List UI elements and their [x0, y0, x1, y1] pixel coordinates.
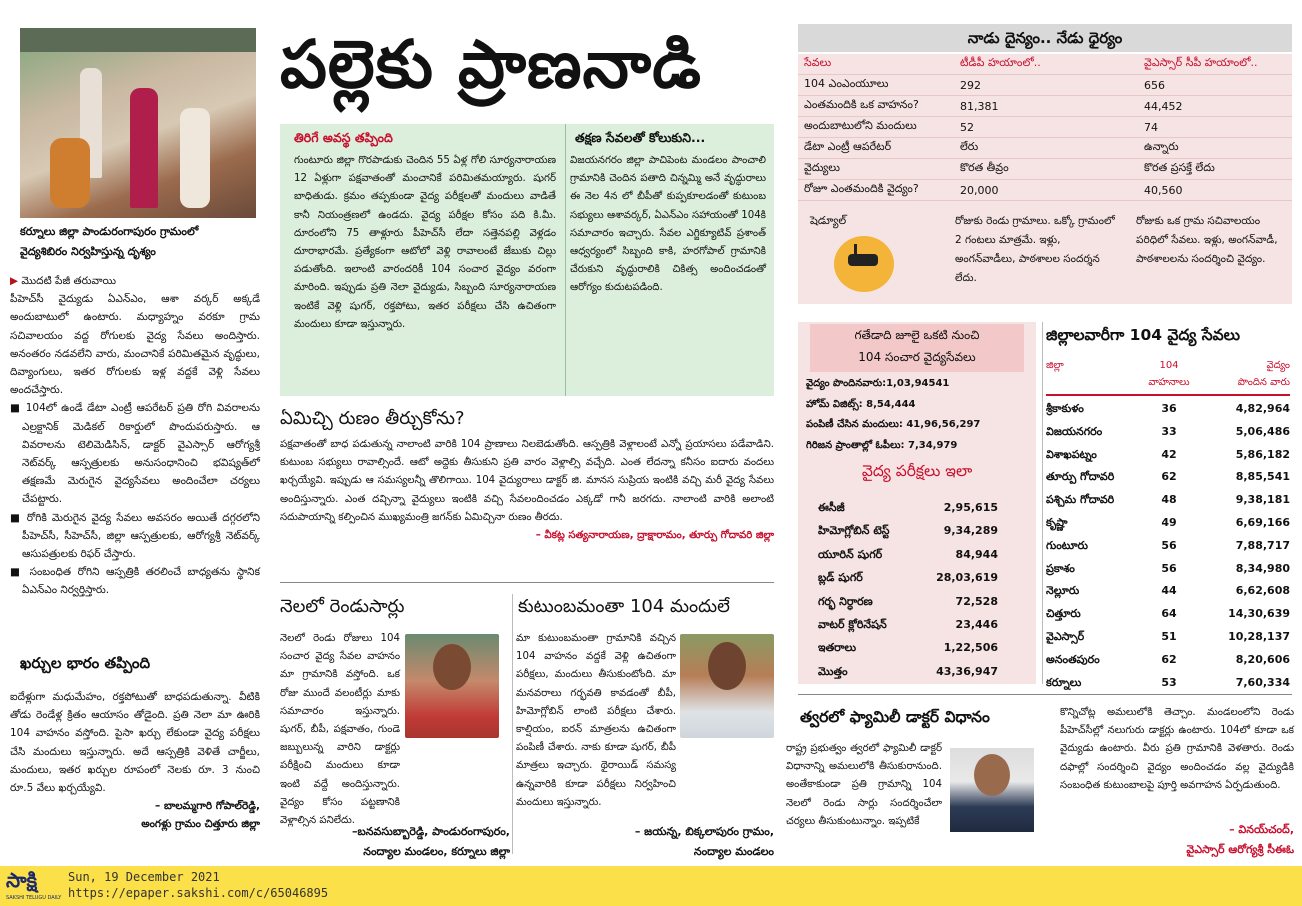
nela-byline: –బనవసుబ్బారెడ్డి, పాండురంగాపురం, నంద్యాల మండలం, కర్నూలు జిల్లా	[352, 825, 510, 858]
lead-paragraph: పీహెచ్‌సీ వైద్యుడు ఏఎన్‌ఎం, ఆశా వర్కర్‌ అక్కడే అందుబాటులో ఉంటారు. మధ్యాహ్నం వరకూ గ్రామ సచివాలయం వద్ద రోగులకు వైద్య సేవలు అందిస్తారు. అనంతరం నడవలేని వారు, మంచానికే పరిమితమైన వృద్ధులు, దివ్యాంగులు, ఇతర రోగులకు ఇళ్ల వద్దకే వెళ్లి సేవలు అందచేస్తారు.	[10, 293, 260, 397]
schedule-ysr: రోజుకు ఒక గ్రామ సచివాలయం పరిధిలో సేవలు. ఇళ్లు, అంగన్‌వాడీ, పాఠశాలలను సందర్శించి వైద్యం.	[1136, 215, 1278, 265]
kutumbam-byline: – జయన్న, బిక్కలాపురం గ్రామం, నంద్యాల మండలం	[634, 825, 774, 858]
subheading-costs: ఖర్చుల భారం తప్పింది	[20, 654, 151, 672]
ambulance-icon	[834, 236, 894, 292]
district-table-title: జిల్లాలవారీగా 104 వైద్య సేవలు	[1046, 326, 1241, 344]
photo-caption: కర్నూలు జిల్లా పాండురంగాపురం గ్రామంలో వైద్యశిబిరం నిర్వహిస్తున్న దృశ్యం	[20, 225, 199, 258]
nela-text: నెలలో రెండు రోజులు 104 సంచార వైద్య సేవల వాహనం మా గ్రామానికి వస్తోంది. ఒక రోజు ముందే వలంటీర్లు మాకు సమాచారం ఇస్తున్నారు. షుగర్‌, బీపీ, పక్షవాతం, గుండె జబ్బులున్న వారిని డాక్టర్లు పరీక్షించి మందులు కూడా ఇంటి వద్దే అందిస్తున్నారు. వైద్యం కోసం పట్టణానికి వెళ్లాల్సిన పనిలేదు.	[280, 633, 400, 827]
comparison-title: నాడు దైన్యం.. నేడు ధైర్యం	[798, 24, 1292, 52]
official-photo	[950, 748, 1034, 832]
stats-heading: గతేడాది జూలై ఒకటి నుంచి 104 సంచార వైద్యసేవలు	[810, 324, 1024, 372]
story2-heading: తక్షణ సేవలతో కోలుకుని...	[575, 130, 706, 145]
schedule-tdp: రోజుకు రెండు గ్రామాలు. ఒక్కో గ్రామంలో 2 గంటలు మాత్రమే. ఇళ్లు, అంగన్‌వాడీలు, పాఠశాలల సందర్శన లేదు.	[955, 215, 1115, 284]
family-doctor-text: రాష్ట్ర ప్రభుత్వం త్వరలో ఫ్యామిలీ డాక్టర్‌ విధానాన్ని అమలులోకి తీసుకురానుంది. అంతేకాకుండా ప్రతి గ్రామాన్ని 104 నెలలో రెండు సార్లు సందర్శించేలా చర్యలు తీసుకుంటున్నాం. ఇప్పటికే	[786, 743, 942, 827]
tests-heading: వైద్య పరీక్షలు ఇలా	[861, 462, 973, 480]
resident-photo	[405, 634, 499, 738]
kutumbam-heading: కుటుంబమంతా 104 మందులే	[518, 596, 730, 617]
emi-byline: – వీకట్ల సత్యనారాయణ, ద్రాక్షారామం, తూర్పు గోదావరి జిల్లా	[535, 530, 774, 542]
emi-text: పక్షవాతంతో బాధ పడుతున్న నాలాంటి వారికి 104 ప్రాణాలు నిలబెడుతోంది. ఆస్పత్రికి వెళ్లాలంటే ఎన్నో ప్రయాసలు పడేవాడిని. కుటుంబ సభ్యులు రావాల్సిందే. ఆటో అద్దెకు తీసుకుని ప్రతి వారం వెళ్లాల్సి వచ్చేది. ఎంత లేదన్నా కనీసం ఐదారు వందలు ఖర్చయ్యేవి. ఇప్పుడు ఆ సమస్యలన్నీ తొలిగాయి. 104 వైద్యురాలు డాక్టర్‌ జి. మానస సుప్రియ ఇంటికి వచ్చి మరీ వైద్య సేవలు అందిస్తున్నారు. ఎంత దవ్చిన్నా వైద్యులు ఇంటికి వచ్చి సేవలందించడం ఎక్కడో గానీ జరగదు. నాలాంటి వారికి అలాంటి సదుపాయాన్ని కల్పించిన ముఖ్యమంత్రి జగన్‌కు ఏమిచ్చినా రుణం తీరదు. – వీకట్ల సత్యనారాయణ, ద్రాక్షారామం, తూర్పు గోదావరి జిల్లా	[280, 436, 774, 545]
continued-label: మొదటి పేజీ తరువాయి	[21, 275, 117, 287]
emi-heading: ఏమిచ్చి రుణం తీర్చుకోను?	[280, 408, 465, 429]
family-doctor-text-cont: కొన్నిచోట్ల అమలులోకి తెచ్చాం. మండలంలోని రెండు పీహెచ్‌సీల్లో నలుగురు డాక్టర్లు ఉంటారు. 104లో కూడా ఒక వైద్యుడు ఉంటారు. వీరు ప్రతి గ్రామానికి వెళతారు. రెండు దఫాల్లో సందర్శించి వైద్యం అందించడం వల్ల వైద్యుడికి సంబంధిత కుటుంబాలపై పూర్తి అవగాహన ఏర్పడుతుంది.	[1060, 707, 1294, 791]
stats-list: వైద్యం పొందినవారు:1,03,94541 హోమ్‌ విజిట్స్‌: 8,54,444 పంపిణీ చేసిన మందులు: 41,96,56,297 గిరిజన ప్రాంతాల్లో ఓపీలు: 7,34,979	[806, 378, 981, 451]
bullet-item: 104లో ఉండే డేటా ఎంట్రీ ఆపరేటర్‌ ప్రతి రోగి వివరాలను ఎల్రక్టానిక్‌ మెడికల్‌ రికార్డులో పొందుపరుస్తారు. ఆ వివరాలను టెలిమెడిసిన్‌, డాక్టర్‌ వైఎస్సార్‌ ఆరోగ్యశ్రీ నెట్‌వర్క్‌ ఆస్పత్రులకు అనుసంధానించి భవిష్యత్‌లో తక్షణమే మెరుగైన వైద్యసేవలు అందించేలా చర్యలు చేపట్టారు.	[22, 402, 260, 506]
story2-text: విజయనగరం జిల్లా పాచిపెంట మండలం పాంచాలి గ్రామానికి చెందిన పతాది చిన్నమ్మి అనే వృద్ధురాలు ఈ నెల 4న లో బీపీతో కుప్పకూలడంతో కుటుంబ సభ్యులు ఆశావర్కర్‌, ఏఎన్‌ఎం సహాయంతో 104కి సమాచారం ఇచ్చారు. సేవల ఎగ్జిక్యూటివ్‌ ప్రశాంత్‌ ఆధ్వర్యంలో సిబ్బంది కాకి, హరగోపాల్‌ గ్రామానికి చేరుకుని వృద్ధురాలికి చికిత్స అందించడంతో ఆరోగ్యం కుదుటపడింది.	[570, 155, 766, 294]
medical-camp-photo	[20, 28, 256, 218]
resident-photo	[680, 634, 774, 738]
epaper-url[interactable]: https://epaper.sakshi.com/c/65046895	[68, 886, 329, 900]
page-title: పల్లెకు ప్రాణనాడి	[280, 25, 702, 103]
kutumbam-text-top: మా కుటుంబమంతా గ్రామానికి వచ్చిన 104 వాహనం వద్దకే వెళ్లి ఉచితంగా పరీక్షలు, మందులు తీసుకుంటోంది. మా మనవరాలు గర్భవతి కావడంతో బీపీ, హిమోగ్లోబిన్‌ లాంటి పరీక్షలు చేశారు. కాల్షియం, ఐరన్‌ మాత్రలను ఉచితంగా పంపిణీ చేశారు. నాకు కూడా షుగర్‌, బీపీ మాత్రలు ఇచ్చారు. థైరాయిడ్‌ సమస్య ఉన్నవారికి కూడా పరీక్షలు నిర్వహించి మందులు ఇస్తున్నారు.	[516, 633, 676, 808]
tests-table: ఈసీజీ 2,95,615 హిమోగ్లోబిన్‌ టెస్ట్‌ 9,34,289 యూరిన్‌ షుగర్‌ 84,944 బ్లడ్‌ షుగర్‌ 28,03,619 గర్భ నిర్ధారణ 72,528 వాటర్‌ క్లోరినేషన్‌ 23,446 ఇతరాలు 1,22,506 మొత్తం 43,36,947	[818, 501, 998, 678]
footer-bar	[0, 866, 1302, 906]
costs-article: ఐదేళ్లుగా మధుమేహం, రక్తపోటుతో బాధపడుతున్నా. వీటికి తోడు రెండేళ్ల క్రితం ఆయాసం తోడైంది. ప్రతి నెలా మా ఊరికి 104 వాహనం వస్తోంది. పైసా ఖర్చు లేకుండా వైద్య పరీక్షలు చేసి మందులు ఇస్తున్నారు. అదే ఆస్పత్రికి వెళితే చార్జీలు, మందులు, ఇతర ఖర్చుల రూపంలో నెలకు రూ. 3 నుంచి రూ.5 వేలు ఖర్చయ్యేవి. – బాలమ్మగారి గోపాల్‌రెడ్డి, అంగళ్లు గ్రామం చిత్తూరు జిల్లా	[10, 688, 260, 834]
family-doctor-heading: త్వరలో ఫ్యామిలీ డాక్టర్‌ విధానం	[800, 708, 990, 726]
story1-text: గుంటూరు జిల్లా గొరపాడుకు చెందిన 55 ఏళ్ల గోలి సూర్యనారాయణ 12 ఏళ్లుగా పక్షవాతంతో మంచానికే పరిమితమయ్యారు. షుగర్‌ బాధితుడు. క్రమం తప్పకుండా వైద్య పరీక్షలతో మందులు వాడితే కానీ నియంత్రణలో ఉండదు. వైద్య పరీక్షల కోసం పది కి.మీ. దూరంలోని 75 తాళ్లూరు పీహెచ్‌సీ లేదా సత్తెనపల్లి వెళ్లడం దూరాభారమే. ప్రత్యేకంగా ఆటోలో వెళ్లి రావాలంటే జేబుకు చిల్లు పడుతోంది. ఇలాంటి వారందరికీ 104 సంచార వైద్యం వరంగా మారింది. ఇప్పుడు ప్రతి నెలా వైద్యుడు, సిబ్బంది సూర్యనారాయణ ఇంటికే వెళ్లి షుగర్‌, రక్తపోటు, ఇతర పరీక్షలు చేసి ఉచితంగా మందులు కూడా ఇస్తున్నారు.	[294, 155, 556, 330]
district-table: శ్రీకాకుళం 36 4,82,964 విజయనగరం 33 5,06,486 విశాఖపట్నం 42 5,86,182 తూర్పు గోదావరి 62 8,85,541 పశ్చిమ గోదావరి 48 9,38,181 కృష్ణా 49 6,69,166 గుంటూరు 56 7,88,717 ప్రకాశం 56 8,34,980 నెల్లూరు 44 6,62,608 చిత్తూరు 64 14,30,639 వైఎస్సార్‌ 51 10,28,137 అనంతపురం 62 8,20,606 కర్నూలు 53 7,60,334	[1046, 402, 1290, 689]
story1-heading: తిరిగే అవస్థ తప్పింది	[294, 130, 393, 145]
left-column-article: ▶ మొదటి పేజీ తరువాయి పీహెచ్‌సీ వైద్యుడు ఏఎన్‌ఎం, ఆశా వర్కర్‌ అక్కడే అందుబాటులో ఉంటారు. మధ్యాహ్నం వరకూ గ్రామ సచివాలయం వద్ద రోగులకు వైద్య సేవలు అందిస్తారు. అనంతరం నడవలేని వారు, మంచానికే పరిమితమైన వృద్ధులు, దివ్యాంగులు, ఇతర రోగులకు ఇళ్ల వద్దకే వెళ్లి సేవలు అందచేస్తారు. ■ 104లో ఉండే డేటా ఎంట్రీ ఆపరేటర్‌ ప్రతి రోగి వివరాలను ఎల్రక్టానిక్‌ మెడికల్‌ రికార్డులో పొందుపరుస్తారు. ఆ వివరాలను టెలిమెడిసిన్‌, డాక్టర్‌ వైఎస్సార్‌ ఆరోగ్యశ్రీ నెట్‌వర్క్‌ ఆస్పత్రులకు అనుసంధానించి భవిష్యత్‌లో తక్షణమే మెరుగైన వైద్యసేవలు అందించేలా చర్యలు చేపట్టారు. ■ రోగికి మెరుగైన వైద్య సేవలు అవసరం అయితే దగ్గరలోని పీహెచ్‌సీ, సీహెచ్‌సీ, జిల్లా ఆస్పత్రులకు, ఆరోగ్యశ్రీ నెట్‌వర్క్‌ ఆసుపత్రులకు రిఫర్‌ చేస్తారు. ■ సంబంధిత రోగిని ఆస్పత్రికి తరలించే బాధ్యతను స్థానిక ఏఎన్‌ఎం నిర్వర్తిస్తారు.	[10, 275, 260, 597]
edition-date: Sun, 19 December 2021	[68, 870, 220, 884]
nela-heading: నెలలో రెండుసార్లు	[280, 596, 405, 617]
schedule-label: షెడ్యూల్‌	[810, 214, 847, 227]
logo-subtitle: SAKSHI TELUGU DAILY	[6, 895, 62, 901]
byline: – బాలమ్మగారి గోపాల్‌రెడ్డి,	[155, 800, 260, 813]
byline-place: అంగళ్లు గ్రామం చిత్తూరు జిల్లా	[141, 818, 260, 831]
bullet-item: సంబంధిత రోగిని ఆస్పత్రికి తరలించే బాధ్యతను స్థానిక ఏఎన్‌ఎం నిర్వర్తిస్తారు.	[22, 566, 260, 597]
bullet-item: రోగికి మెరుగైన వైద్య సేవలు అవసరం అయితే దగ్గరలోని పీహెచ్‌సీ, సీహెచ్‌సీ, జిల్లా ఆస్పత్రులకు, ఆరోగ్యశ్రీ నెట్‌వర్క్‌ ఆసుపత్రులకు రిఫర్‌ చేస్తారు.	[22, 511, 260, 561]
family-doctor-byline: – వినయ్‌చంద్‌, వైఎస్సార్‌ ఆరోగ్యశ్రీ సీఈఓ	[1186, 823, 1294, 856]
comparison-table: సేవలు టీడీపీ హయాంలో.. వైఎస్సార్‌ సీపీ హయాంలో.. 104 ఎంఎంయూలు 292 656 ఎంతమందికి ఒక వాహనం? 81,381 44,452 అందుబాటులోని మందులు 52 74 డేటా ఎంట్రీ ఆపరేటర్‌ లేరు ఉన్నారు వైద్యులు కొరత తీవ్రం కొరత ప్రసక్తే లేదు రోజూ ఎంతమందికి వైద్యం? 20,000 40,560	[798, 54, 1292, 304]
sakshi-logo: సాక్షి	[6, 868, 38, 892]
